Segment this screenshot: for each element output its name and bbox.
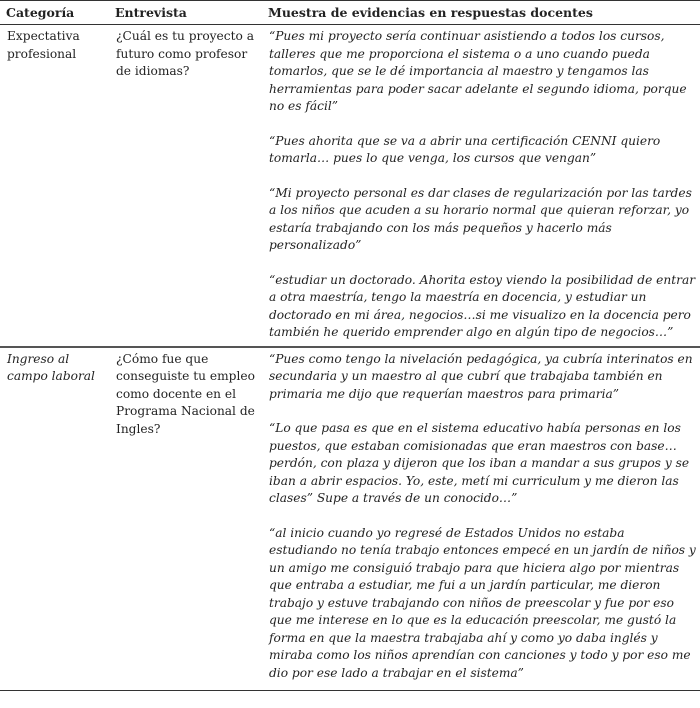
evidence-cell <box>265 347 700 691</box>
evidence-quote: “al inicio cuando yo regresé de Estados Unidos no estaba estudiando no tenía trabajo entonces empecé en un jardín de niños y un amigo me consiguió trabajo para que hiciera algo por mientras que entraba a estudiar, me fui a un jardín particular, me dieron trabajo y estuve trabajando con niños de preescolar y fue por eso que me interese en lo que es la educación preescolar, me gustó la forma en que la maestra trabajaba ahí y como yo daba inglés y miraba como los niños aprendían con canciones y todo y por eso me dio por ese lado a trabajar en el sistema” <box>269 525 696 680</box>
interview-question: ¿Cuál es tu proyecto a futuro como profesor de idiomas? <box>116 29 254 78</box>
category-label: Ingreso al campo laboral <box>7 351 95 383</box>
evidence-quote: “estudiar un doctorado. Ahorita estoy viendo la posibilidad de entrar a otra maestría, tengo la maestría en docencia, y estudiar un doctorado en mi área, negocios…si me visualizo en la docencia pero también he querido emprender algo en algún tipo de negocios…” <box>269 272 696 339</box>
table-row <box>0 347 700 691</box>
header-evidence: Muestra de evidencias en respuestas docentes <box>268 5 593 20</box>
question-cell <box>112 25 265 347</box>
header-category: Categoría <box>6 5 75 20</box>
evidence-cell <box>265 25 700 347</box>
header-interview: Entrevista <box>115 5 187 20</box>
evidence-quote: “Pues como tengo la nivelación pedagógica, ya cubría interinatos en secundaria y un maestro al que cubrí que trabajaba también en primaria me dijo que requerían maestros para primaria” <box>269 351 693 401</box>
category-label: Expectativa profesional <box>7 29 80 61</box>
category-cell <box>0 25 112 347</box>
evidence-quote: “Mi proyecto personal es dar clases de regularización por las tardes a los niños que acuden a su horario normal que quieran reforzar, yo estaría trabajando con los más pequeños y hacerlo más personalizado” <box>269 185 692 252</box>
category-cell <box>0 347 112 691</box>
interview-question: ¿Cómo fue que conseguiste tu empleo como docente en el Programa Nacional de Ingles? <box>116 351 255 436</box>
evidence-quote: “Pues mi proyecto sería continuar asistiendo a todos los cursos, talleres que me proporciona el sistema o a uno cuando pueda tomarlos, que se le dé importancia al maestro y tengamos las herramientas para poder sacar adelante el segundo idioma, porque no es fácil” <box>269 29 687 113</box>
question-cell <box>112 347 265 691</box>
evidence-quote: “Lo que pasa es que en el sistema educativo había personas en los puestos, que estaban comisionadas que eran maestros con base… perdón, con plaza y dijeron que los iban a mandar a sus grupos y se iban a abrir espacios. Yo, este, metí mi curriculum y me dieron las clases” Supe a través de un conocido…” <box>269 421 690 505</box>
table-row <box>0 25 700 347</box>
evidence-quote: “Pues ahorita que se va a abrir una certificación CENNI quiero tomarla… pues lo que venga, los cursos que vengan” <box>269 133 661 165</box>
header-row <box>0 1 700 25</box>
